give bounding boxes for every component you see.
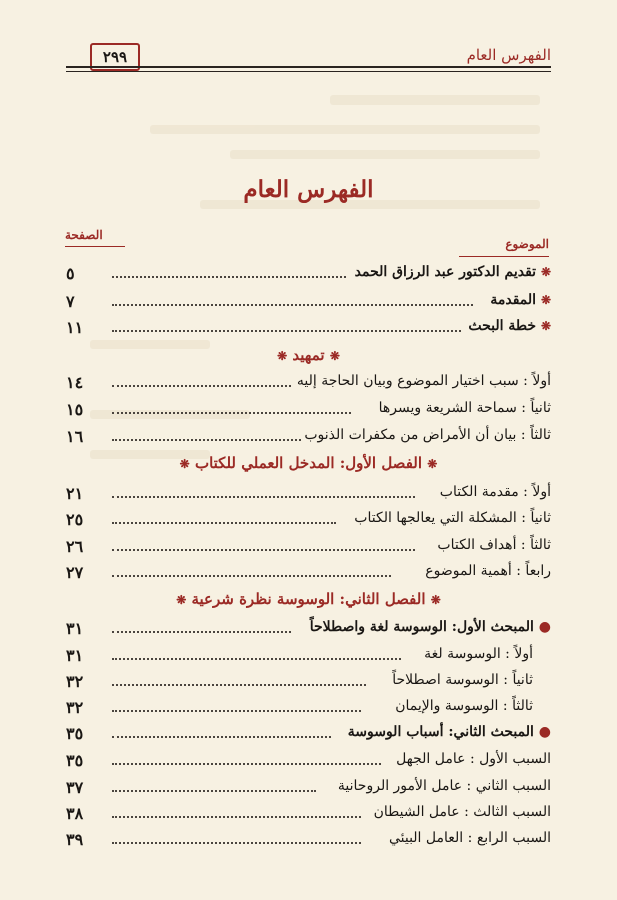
entry-prefix: السبب الأول bbox=[479, 751, 551, 767]
entry-text: سبب اختيار الموضوع وبيان الحاجة إليه bbox=[296, 373, 519, 389]
page-number-box: ٢٩٩ bbox=[90, 43, 140, 71]
entry-text: الوسوسة والإيمان bbox=[395, 698, 499, 714]
toc-entry[interactable] bbox=[66, 318, 551, 342]
entry-page: ٧ bbox=[66, 292, 75, 311]
toc-entry[interactable]: ثانياً : الوسوسة اصطلاحاً ٣٢ bbox=[66, 672, 533, 691]
entry-prefix: ثالثاً bbox=[512, 698, 533, 714]
leader-dots bbox=[112, 276, 346, 278]
toc-subsection[interactable] bbox=[66, 724, 551, 748]
star-mark: ❋ bbox=[540, 293, 551, 307]
toc-subsection[interactable] bbox=[66, 619, 551, 643]
section-heading[interactable]: ❋ الفصل الأول: المدخل العملي للكتاب ❋ bbox=[179, 454, 438, 472]
column-header-page: الصفحة bbox=[65, 228, 103, 242]
leader-dots bbox=[112, 439, 301, 441]
entry-text: المشكلة التي يعالجها الكتاب bbox=[354, 510, 517, 526]
section-heading[interactable]: ❋ تمهيد ❋ bbox=[277, 346, 340, 364]
toc-entry[interactable]: أولاً : مقدمة الكتاب ٢١ bbox=[66, 484, 551, 503]
leader-dots bbox=[112, 842, 361, 844]
toc-entry[interactable]: السبب الثاني : عامل الأمور الروحانية ٣٧ bbox=[66, 778, 551, 797]
entry-page: ١٥ bbox=[66, 400, 84, 419]
entry-text: عامل الجهل bbox=[396, 751, 466, 767]
toc-entry[interactable]: رابعاً : أهمية الموضوع ٢٧ bbox=[66, 563, 551, 582]
leader-dots bbox=[112, 412, 351, 414]
leader-dots bbox=[112, 684, 366, 686]
header-rule bbox=[66, 66, 551, 68]
toc-entry[interactable]: ثانياً : المشكلة التي يعالجها الكتاب ٢٥ bbox=[66, 510, 551, 529]
toc-entry[interactable]: ثالثاً : أهداف الكتاب ٢٦ bbox=[66, 537, 551, 556]
toc-entry[interactable] bbox=[66, 264, 551, 288]
leader-dots bbox=[112, 522, 336, 524]
leader-dots bbox=[112, 575, 391, 577]
toc-entry[interactable]: ثانياً : سماحة الشريعة ويسرها ١٥ bbox=[66, 400, 551, 419]
entry-text: عامل الأمور الروحانية bbox=[337, 778, 463, 794]
entry-page: ٣٥ bbox=[66, 751, 84, 770]
toc-entry[interactable]: ثالثاً : بيان أن الأمراض من مكفرات الذنوب ١٦ bbox=[66, 427, 551, 446]
entry-page: ٢١ bbox=[66, 484, 84, 503]
entry-prefix: رابعاً bbox=[525, 563, 551, 579]
entry-prefix: السبب الثالث bbox=[473, 804, 551, 820]
bullet-mark: ● bbox=[538, 724, 551, 740]
entry-prefix: أولاً bbox=[514, 646, 533, 662]
entry-text: الوسوسة لغة bbox=[424, 646, 501, 662]
column-header-page-underline bbox=[65, 246, 125, 247]
column-header-topic: الموضوع bbox=[505, 237, 549, 251]
entry-prefix: أولاً bbox=[532, 373, 551, 389]
entry-page: ١٤ bbox=[66, 373, 84, 392]
entry-page: ٣١ bbox=[66, 646, 84, 665]
entry-text: الوسوسة اصطلاحاً bbox=[392, 672, 499, 688]
leader-dots bbox=[112, 549, 415, 551]
leader-dots bbox=[112, 330, 461, 332]
bullet-mark: ● bbox=[538, 619, 551, 635]
entry-page: ٢٥ bbox=[66, 510, 84, 529]
subsection-label: المبحث الأول: bbox=[451, 619, 534, 635]
entry-text: العامل البيئي bbox=[388, 830, 464, 846]
entry-prefix: ثانياً bbox=[530, 400, 551, 416]
page-title: الفهرس العام bbox=[243, 176, 374, 203]
entry-page: ٣٢ bbox=[66, 672, 84, 691]
entry-page: ٣٨ bbox=[66, 804, 84, 823]
entry-text: المقدمة bbox=[490, 292, 537, 308]
leader-dots bbox=[112, 658, 401, 660]
star-mark: ❋ bbox=[540, 265, 551, 279]
entry-prefix: ثانياً bbox=[530, 510, 551, 526]
running-title: الفهرس العام bbox=[466, 46, 551, 64]
leader-dots bbox=[112, 763, 381, 765]
entry-prefix: ثانياً bbox=[512, 672, 533, 688]
leader-dots bbox=[112, 710, 361, 712]
entry-text: أهمية الموضوع bbox=[425, 563, 512, 579]
leader-dots bbox=[112, 631, 291, 633]
leader-dots bbox=[112, 385, 291, 387]
entry-prefix: السبب الرابع bbox=[476, 830, 551, 846]
entry-text: خطة البحث bbox=[468, 318, 537, 334]
leader-dots bbox=[112, 790, 316, 792]
entry-prefix: السبب الثاني bbox=[475, 778, 551, 794]
leader-dots bbox=[112, 736, 331, 738]
toc-entry[interactable]: السبب الثالث : عامل الشيطان ٣٨ bbox=[66, 804, 551, 823]
leader-dots bbox=[112, 816, 361, 818]
leader-dots bbox=[112, 496, 415, 498]
entry-page: ٣٩ bbox=[66, 830, 84, 849]
running-header bbox=[66, 40, 551, 80]
toc-entry[interactable] bbox=[66, 292, 551, 316]
toc-entry[interactable]: ثالثاً : الوسوسة والإيمان ٣٢ bbox=[66, 698, 533, 717]
entry-page: ٣١ bbox=[66, 619, 84, 638]
header-rule-thin bbox=[66, 71, 551, 72]
section-heading[interactable]: ❋ الفصل الثاني: الوسوسة نظرة شرعية ❋ bbox=[176, 590, 441, 608]
entry-prefix: أولاً bbox=[532, 484, 551, 500]
subsection-label: المبحث الثاني: bbox=[448, 724, 534, 740]
subsection-title: الوسوسة لغة واصطلاحاً bbox=[309, 619, 447, 635]
toc-entry[interactable]: أولاً : الوسوسة لغة ٣١ bbox=[66, 646, 533, 665]
entry-prefix: ثالثاً bbox=[530, 537, 551, 553]
entry-text: بيان أن الأمراض من مكفرات الذنوب bbox=[304, 427, 517, 443]
star-mark: ❋ bbox=[540, 319, 551, 333]
entry-page: ٢٧ bbox=[66, 563, 84, 582]
entry-page: ١١ bbox=[66, 318, 84, 337]
entry-page: ٢٦ bbox=[66, 537, 84, 556]
column-header-topic-underline bbox=[459, 256, 549, 257]
subsection-title: أسباب الوسوسة bbox=[347, 724, 444, 740]
toc-entry[interactable]: السبب الرابع : العامل البيئي ٣٩ bbox=[66, 830, 551, 849]
entry-page: ٣٧ bbox=[66, 778, 84, 797]
entry-prefix: ثالثاً bbox=[530, 427, 551, 443]
entry-text: سماحة الشريعة ويسرها bbox=[378, 400, 517, 416]
entry-page: ١٦ bbox=[66, 427, 84, 446]
entry-text: تقديم الدكتور عبد الرزاق الحمد bbox=[354, 264, 537, 280]
entry-page: ٣٥ bbox=[66, 724, 84, 743]
entry-text: عامل الشيطان bbox=[373, 804, 460, 820]
leader-dots bbox=[112, 304, 473, 306]
entry-text: مقدمة الكتاب bbox=[439, 484, 519, 500]
entry-text: أهداف الكتاب bbox=[437, 537, 517, 553]
toc-entry[interactable]: السبب الأول : عامل الجهل ٣٥ bbox=[66, 751, 551, 770]
toc-entry[interactable]: أولاً : سبب اختيار الموضوع وبيان الحاجة إليه ١٤ bbox=[66, 373, 551, 392]
entry-page: ٥ bbox=[66, 264, 75, 283]
entry-page: ٣٢ bbox=[66, 698, 84, 717]
